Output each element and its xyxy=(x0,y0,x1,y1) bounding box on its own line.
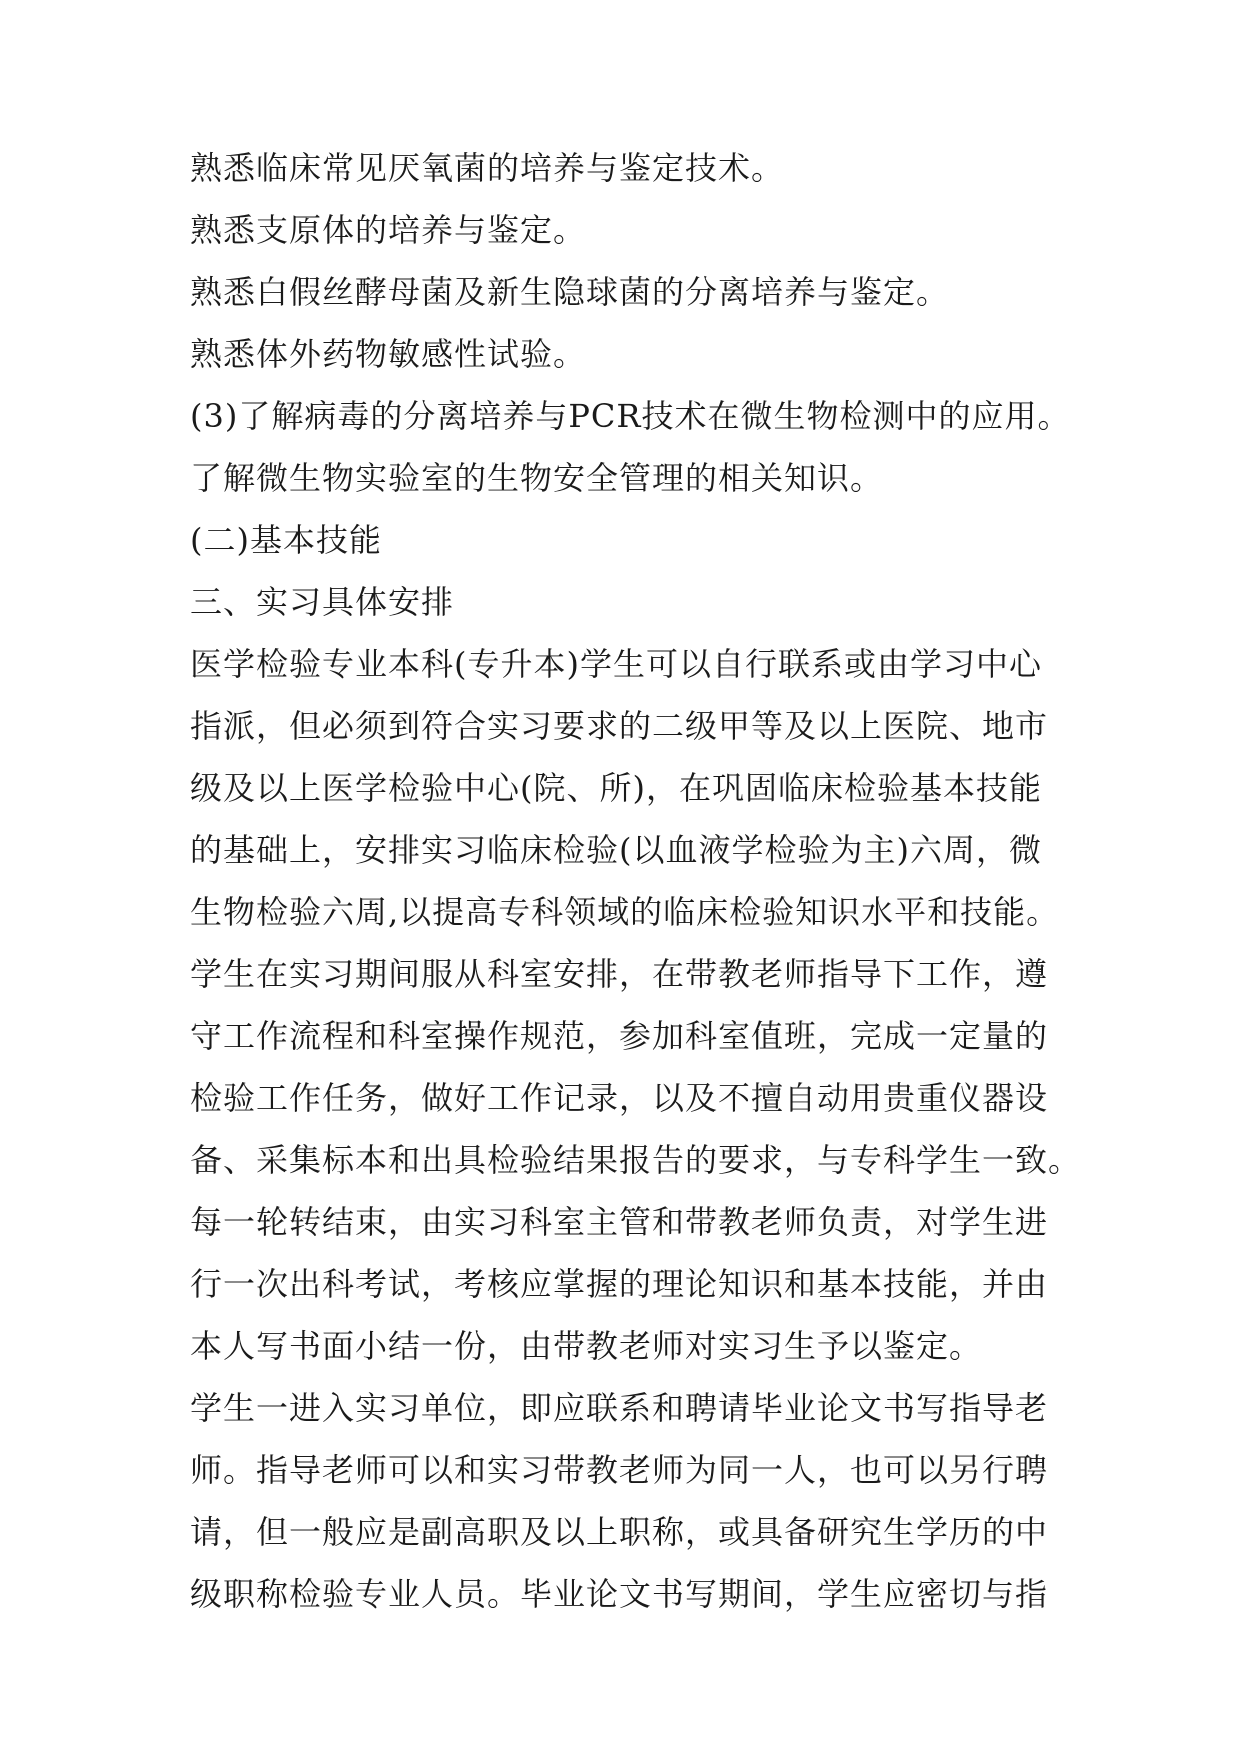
text-line: 熟悉支原体的培养与鉴定。 xyxy=(190,211,587,249)
text-line: 师。指导老师可以和实习带教老师为同一人，也可以另行聘 xyxy=(190,1451,1049,1489)
text-line: 每一轮转结束，由实习科室主管和带教老师负责，对学生进 xyxy=(190,1203,1049,1241)
text-line: 请，但一般应是副高职及以上职称，或具备研究生学历的中 xyxy=(190,1513,1049,1551)
text-line: 检验工作任务，做好工作记录，以及不擅自动用贵重仪器设 xyxy=(190,1079,1049,1117)
text-line: 了解微生物实验室的生物安全管理的相关知识。 xyxy=(190,459,884,497)
text-line: 备、采集标本和出具检验结果报告的要求，与专科学生一致。 xyxy=(190,1141,1082,1179)
text-line: 熟悉体外药物敏感性试验。 xyxy=(190,335,587,373)
text-line: 级及以上医学检验中心(院、所)，在巩固临床检验基本技能 xyxy=(190,769,1042,807)
text-line: 医学检验专业本科(专升本)学生可以自行联系或由学习中心 xyxy=(190,645,1042,683)
text-line: (3)了解病毒的分离培养与PCR技术在微生物检测中的应用。 xyxy=(190,397,1071,435)
text-line: 本人写书面小结一份，由带教老师对实习生予以鉴定。 xyxy=(190,1327,983,1365)
section-heading: 三、实习具体安排 xyxy=(190,583,455,621)
text-line: 学生一进入实习单位，即应联系和聘请毕业论文书写指导老 xyxy=(190,1389,1049,1427)
text-line: 级职称检验专业人员。毕业论文书写期间，学生应密切与指 xyxy=(190,1575,1049,1613)
text-line: 熟悉白假丝酵母菌及新生隐球菌的分离培养与鉴定。 xyxy=(190,273,950,311)
text-line: 行一次出科考试，考核应掌握的理论知识和基本技能，并由 xyxy=(190,1265,1049,1303)
text-line: 熟悉临床常见厌氧菌的培养与鉴定技术。 xyxy=(190,149,785,187)
text-line: 指派，但必须到符合实习要求的二级甲等及以上医院、地市 xyxy=(190,707,1049,745)
text-line: 的基础上，安排实习临床检验(以血液学检验为主)六周，微 xyxy=(190,831,1042,869)
text-line: 生物检验六周,以提高专科领域的临床检验知识水平和技能。 xyxy=(190,893,1060,931)
text-line: 守工作流程和科室操作规范，参加科室值班，完成一定量的 xyxy=(190,1017,1049,1055)
section-heading: (二)基本技能 xyxy=(190,521,382,559)
text-line: 学生在实习期间服从科室安排，在带教老师指导下工作，遵 xyxy=(190,955,1049,993)
